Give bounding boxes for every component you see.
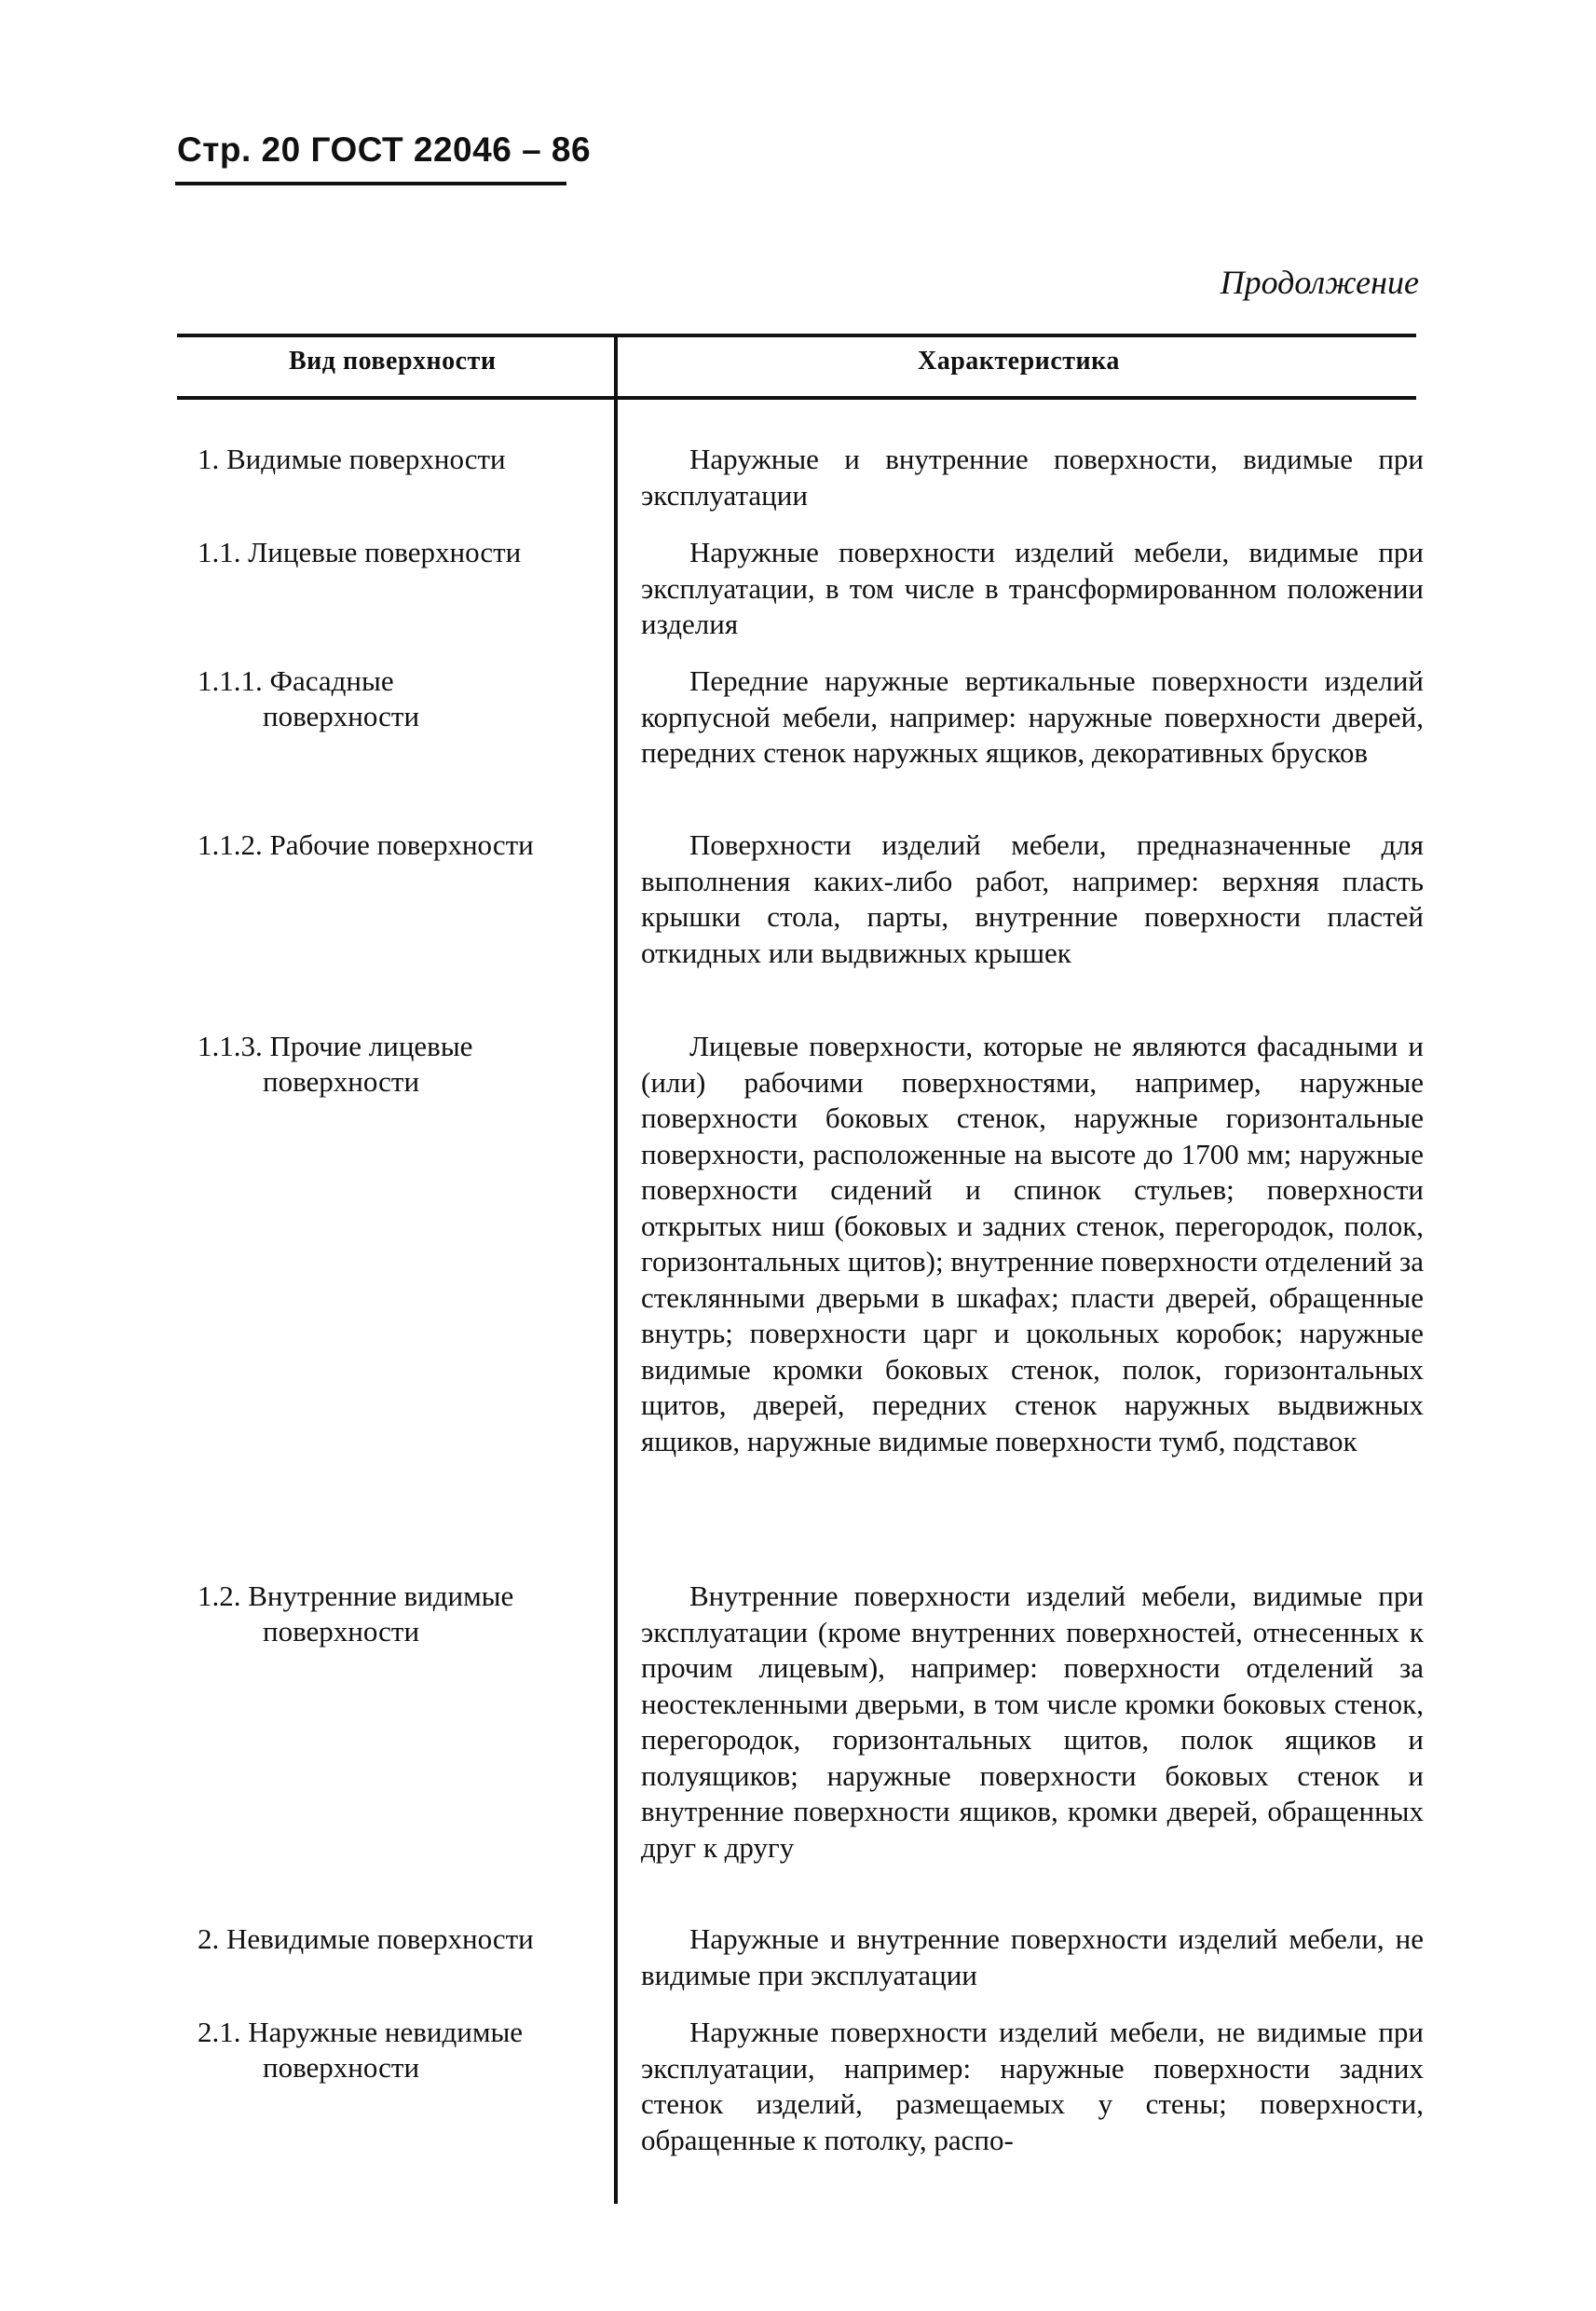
table-row-description: Наружные поверхности изделий мебели, не видимые при эксплуатации, например: наружные поверхности задних стенок изделий, размещаемых у стены; поверхности, обращенные к потолку, распо- xyxy=(641,2016,1424,2156)
table-row-term: 2. Невидимые поверхности xyxy=(198,1922,534,1955)
table-row-description: Наружные и внутренние поверхности изделий мебели, не видимые при эксплуатации xyxy=(641,1922,1424,1991)
table-row-description: Лицевые поверхности, которые не являются фасадными и (или) рабочими поверхностями, например, наружные поверхности боковых стенок, наружные горизонтальные поверхности, расположенные на высоте до 1700 мм; наружные поверхности сидений и спинок стульев; поверхности открытых ниш (боковых и задних стенок, перегородок, полок, горизонтальных щитов); внутренние поверхности отделений за стеклянными дверьми в шкафах; пласти дверей, обращенные внутрь; поверхности царг и цокольных коробок; наружные видимые кромки боковых стенок, полок, горизонтальных щитов, дверей, передних стенок наружных выдвижных ящиков, наружные видимые поверхности тумб, подставок xyxy=(641,1030,1424,1457)
table-row-term: 2.1. Наружные невидимые поверхности xyxy=(198,2016,524,2084)
page-number: Стр. 20 xyxy=(177,130,301,169)
table-row-term: 1.2. Внутренние видимые поверхности xyxy=(198,1579,514,1648)
table-row-term: 1.1.2. Рабочие поверхности xyxy=(198,828,534,861)
table-top-rule xyxy=(177,334,1416,337)
column-header-surface-type: Вид поверхности xyxy=(289,347,497,376)
table-row-term: 1.1.1. Фасадные поверхности xyxy=(198,664,420,732)
column-divider xyxy=(614,335,618,2204)
continuation-label: Продолжение xyxy=(1220,264,1419,301)
table-row-term: 1.1. Лицевые поверхности xyxy=(198,536,522,568)
page-header xyxy=(177,130,591,170)
column-header-characteristic: Характеристика xyxy=(918,347,1120,376)
table-header-rule xyxy=(177,396,1416,400)
standard-number: ГОСТ 22046 – 86 xyxy=(310,130,592,169)
table-row-term: 1.1.3. Прочие лицевые поверхности xyxy=(198,1030,473,1098)
table-row-description: Поверхности изделий мебели, предназначенные для выполнения каких-либо работ, например: верхняя пласть крышки стола, парты, внутренние поверхности пластей откидных или выдвижных крышек xyxy=(641,828,1424,969)
table-row-term: 1. Видимые поверхности xyxy=(198,443,506,475)
table-row-description: Внутренние поверхности изделий мебели, видимые при эксплуатации (кроме внутренних поверхностей, отнесенных к прочим лицевым), например: поверхности отделений за неостекленными дверьми, в том числе кромки боковых стенок, перегородок, горизонтальных щитов, полок ящиков и полуящиков; наружные поверхности боковых стенок и внутренние поверхности ящиков, кромки дверей, обращенных друг к другу xyxy=(641,1579,1424,1864)
table-row-description: Наружные и внутренние поверхности, видимые при эксплуатации xyxy=(641,443,1424,512)
header-underline xyxy=(175,182,566,185)
table-row-description: Передние наружные вертикальные поверхности изделий корпусной мебели, например: наружные поверхности дверей, передних стенок наружных ящиков, декоративных брусков xyxy=(641,664,1424,769)
table-row-description: Наружные поверхности изделий мебели, видимые при эксплуатации, в том числе в трансформированном положении изделия xyxy=(641,536,1424,640)
